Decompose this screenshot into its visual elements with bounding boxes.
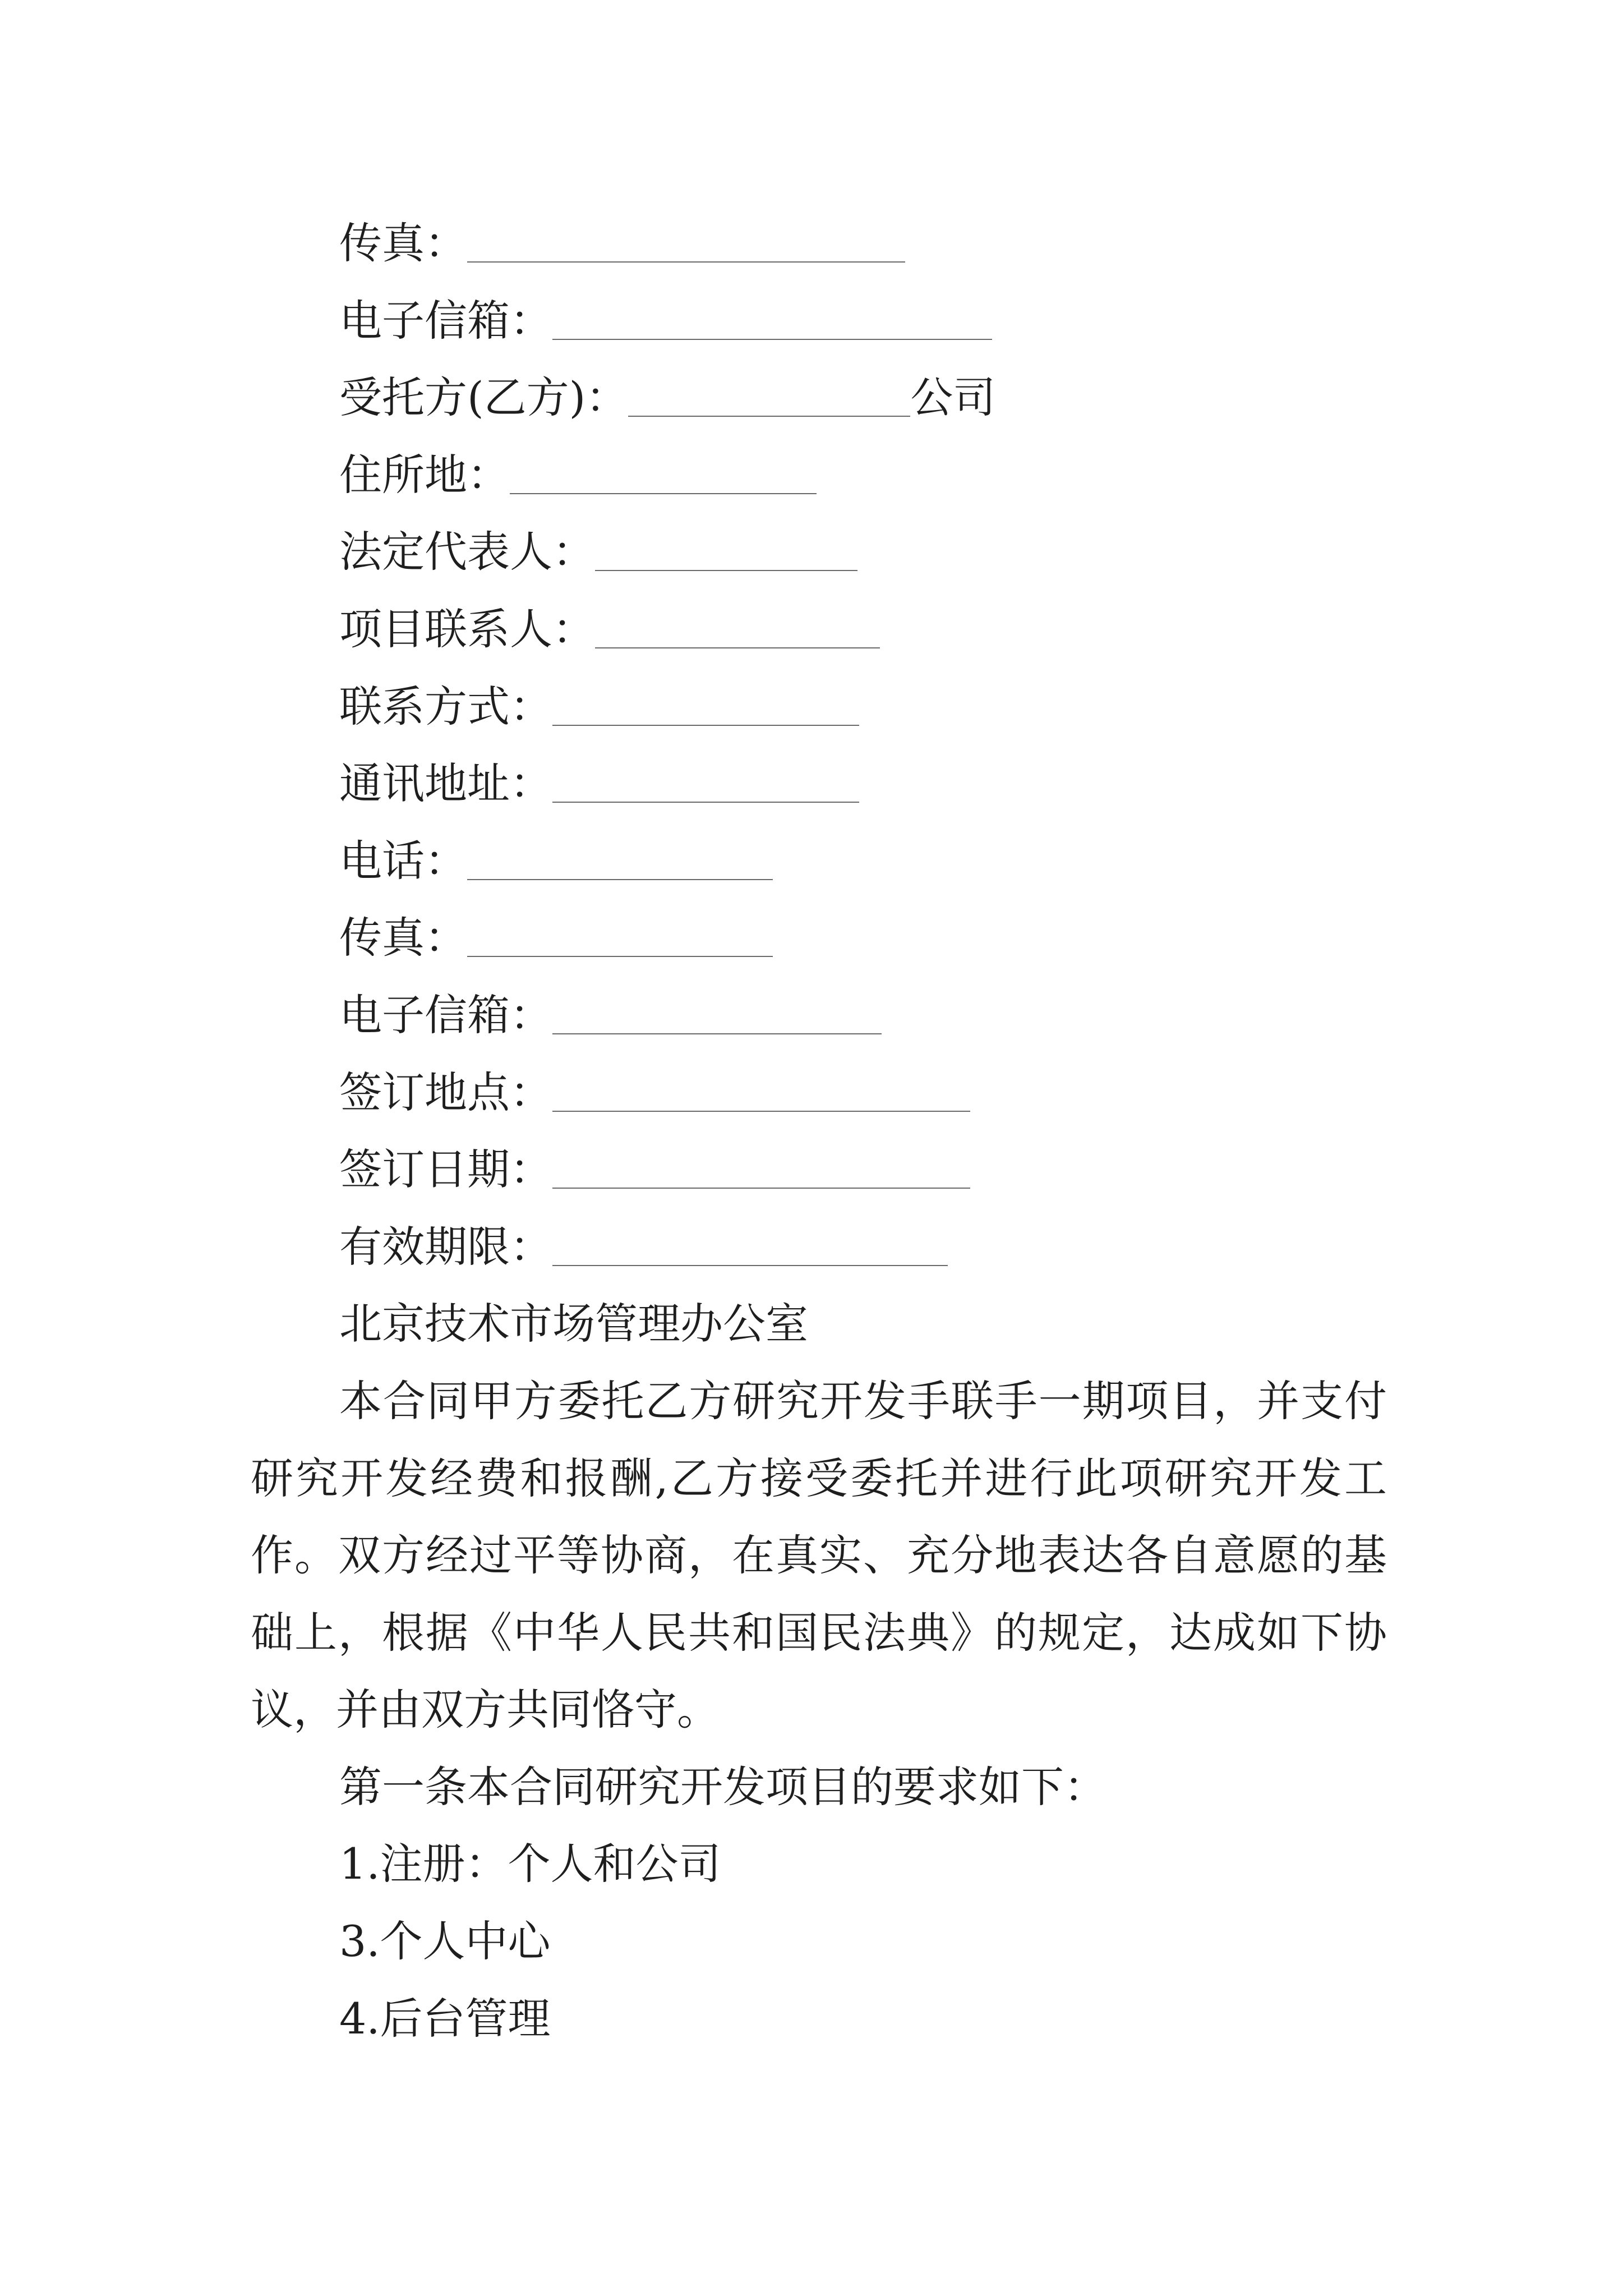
field-label: 传真： — [339, 913, 467, 963]
blank-line — [510, 459, 817, 494]
blank-line — [467, 228, 905, 263]
field-label: 住所地： — [339, 449, 510, 500]
party-b-name-field — [0, 359, 1623, 436]
party-b-address-field — [0, 436, 1623, 514]
field-label: 签订地点： — [339, 1067, 552, 1117]
list-item: 1.注册：个人和公司 — [339, 1839, 721, 1889]
party-b-contact-method-field — [0, 668, 1623, 746]
field-label: 通讯地址： — [339, 758, 552, 809]
paragraph-line: 研究开发经费和报酬,乙方接受委托并进行此项研究开发工 — [251, 1453, 1387, 1503]
field-label: 电子信箱： — [339, 990, 552, 1040]
field-label: 项目联系人： — [339, 604, 595, 654]
paragraph-line: 本合同甲方委托乙方研究开发手联手一期项目，并支付 — [339, 1375, 1387, 1426]
party-b-fax-field — [0, 899, 1623, 977]
field-label: 传真： — [339, 218, 467, 268]
blank-line — [467, 922, 773, 957]
blank-line — [467, 845, 773, 880]
blank-line — [552, 1231, 948, 1266]
field-label: 法定代表人： — [339, 527, 595, 577]
blank-line — [552, 768, 859, 803]
field-label: 受托方(乙方)： — [339, 372, 629, 423]
blank-line — [552, 1000, 882, 1034]
party-b-legal-representative-field — [0, 513, 1623, 591]
article-1-heading: 第一条本合同研究开发项目的要求如下： — [339, 1761, 1106, 1812]
field-label: 有效期限： — [339, 1221, 552, 1272]
signing-place-field — [0, 1054, 1623, 1131]
paragraph-line: 础上，根据《中华人民共和国民法典》的规定，达成如下协 — [251, 1607, 1387, 1658]
party-b-phone-field — [0, 822, 1623, 900]
field-label: 签订日期： — [339, 1144, 552, 1195]
field-label: 联系方式： — [339, 681, 552, 731]
signing-date-field — [0, 1131, 1623, 1208]
party-b-email-field — [0, 977, 1623, 1054]
paragraph-line: 议，并由双方共同恪守。 — [251, 1685, 720, 1735]
paragraph-line: 作。双方经过平等协商，在真实、充分地表达各自意愿的基 — [251, 1530, 1387, 1581]
intro-paragraph — [0, 1363, 1623, 1749]
party-b-project-contact-field — [0, 591, 1623, 668]
validity-period-field — [0, 1208, 1623, 1286]
organization-name: 北京技术市场管理办公室 — [339, 1299, 808, 1349]
list-item: 4.后台管理 — [339, 1993, 551, 2044]
article-1-list — [0, 1825, 1623, 2057]
party-a-email-field — [0, 282, 1623, 360]
contract-page — [0, 205, 1623, 2057]
list-item: 3.个人中心 — [339, 1916, 551, 1967]
blank-line — [595, 614, 880, 648]
field-label: 电子信箱： — [339, 295, 552, 346]
party-a-fax-field — [0, 205, 1623, 282]
blank-line — [595, 536, 857, 571]
blank-line — [552, 305, 992, 340]
blank-line — [628, 382, 910, 417]
party-b-mailing-address-field — [0, 745, 1623, 822]
field-label: 电话： — [339, 835, 467, 886]
field-suffix: 公司 — [910, 372, 996, 423]
blank-line — [552, 1077, 970, 1112]
blank-line — [552, 691, 859, 726]
blank-line — [552, 1154, 970, 1189]
